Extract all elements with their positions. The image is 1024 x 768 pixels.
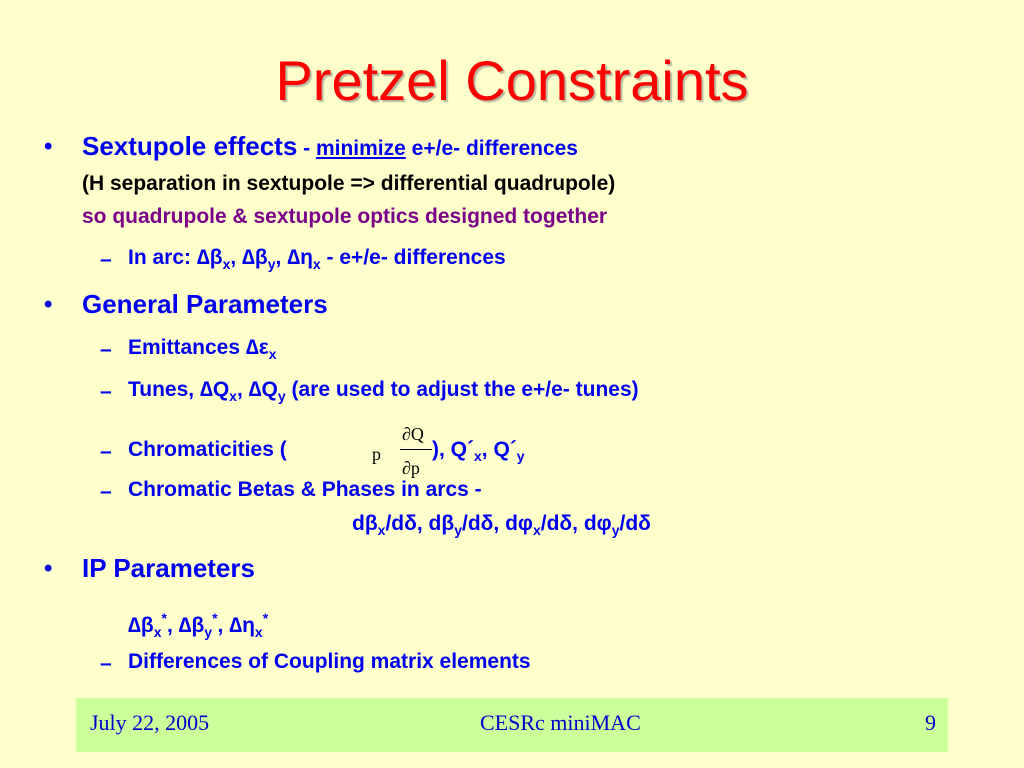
eta-symbol: η — [300, 246, 313, 269]
subscript-x: x — [268, 346, 277, 362]
chrom-q-text-2: , Q´ — [481, 438, 517, 461]
q-symbol: Q — [261, 378, 278, 401]
bullet: • — [44, 133, 53, 160]
heading-label: Sextupole effects — [82, 131, 298, 161]
delta-small-symbol: δ — [480, 512, 494, 535]
delta-small-symbol: δ — [404, 512, 417, 535]
section-ip-heading: IP Parameters — [82, 553, 255, 583]
subscript-x: x — [474, 448, 482, 464]
tunes-item — [128, 378, 639, 404]
footer-page-number: 9 — [925, 710, 936, 735]
d-symbol: d — [428, 512, 442, 535]
dash: – — [100, 338, 112, 361]
heading-rest: e+/e- differences — [405, 137, 578, 160]
beta-symbol: β — [209, 246, 223, 269]
delta-symbol: ∆ — [178, 614, 192, 637]
coupling-item: Differences of Coupling matrix elements — [128, 650, 531, 673]
beta-symbol: β — [140, 614, 154, 637]
delta-symbol: ∆ — [287, 246, 301, 269]
comma: , — [275, 246, 282, 269]
phi-symbol: φ — [517, 512, 533, 535]
comma: , — [493, 512, 506, 535]
eta-symbol: η — [242, 614, 255, 637]
chrom-q-text: ), Q´ — [432, 438, 474, 461]
comma: , — [217, 614, 230, 637]
chromaticities-label: Chromaticities ( — [128, 438, 287, 461]
subscript-y: y — [277, 388, 286, 404]
in-arc-label: In arc — [128, 246, 185, 269]
slash-d: /d — [462, 512, 481, 535]
delta-small-symbol: δ — [638, 512, 651, 535]
subscript-x: x — [229, 388, 237, 404]
beta-symbol: β — [254, 246, 268, 269]
section-general-heading: General Parameters — [82, 289, 328, 319]
subscript-y: y — [454, 522, 462, 538]
dash: – — [100, 248, 112, 271]
minimize-link-text: minimize — [315, 137, 406, 160]
in-arc-item — [128, 246, 506, 272]
dash: – — [100, 380, 112, 403]
superscript-star: * — [262, 610, 269, 626]
bullet: • — [44, 291, 53, 318]
superscript-star: * — [161, 610, 167, 626]
superscript-star: * — [212, 610, 218, 626]
beta-symbol: β — [441, 512, 455, 535]
delta-symbol: ∆ — [242, 246, 255, 269]
footer-bar — [76, 698, 948, 752]
bullet: • — [44, 555, 53, 582]
subscript-y: y — [516, 448, 525, 464]
beta-symbol: β — [191, 614, 205, 637]
epsilon-symbol: ε — [258, 336, 269, 359]
chromaticities-rest — [432, 438, 525, 464]
fraction-prefix: p — [372, 444, 381, 464]
phi-symbol: φ — [596, 512, 612, 535]
delta-symbol: ∆ — [245, 336, 259, 359]
footer-event: CESRc miniMAC — [480, 710, 641, 735]
subscript-y: y — [204, 624, 213, 640]
emittances-item — [128, 336, 277, 362]
delta-symbol: ∆ — [248, 378, 262, 401]
slash-d: /d — [385, 512, 405, 535]
subscript-x: x — [312, 256, 321, 272]
comma: , — [236, 378, 243, 401]
dash: – — [100, 652, 112, 675]
ip-deltas-item — [128, 610, 268, 640]
subscript-x: x — [377, 522, 386, 538]
footer-date: July 22, 2005 — [90, 710, 210, 735]
delta-symbol: ∆ — [199, 378, 213, 401]
subscript-y: y — [267, 256, 276, 272]
d-symbol: d — [505, 512, 518, 535]
tunes-label: Tunes, — [128, 378, 200, 401]
comma: , — [572, 512, 584, 535]
slash-d: /d — [619, 512, 639, 535]
delta-symbol: ∆ — [229, 614, 243, 637]
subscript-x: x — [532, 522, 541, 538]
d-symbol: d — [352, 512, 365, 535]
chromatic-betas-label: Chromatic Betas & Phases in arcs - — [128, 478, 482, 501]
beta-symbol: β — [364, 512, 378, 535]
comma: , — [166, 614, 179, 637]
separator: - — [297, 137, 316, 160]
sextupole-note: (H separation in sextupole => differential quadrupole) — [82, 172, 616, 195]
comma: , — [416, 512, 429, 535]
slash-d: /d — [540, 512, 560, 535]
sextupole-design-note: so quadrupole & sextupole optics designed together — [82, 205, 608, 228]
comma: , — [230, 246, 237, 269]
dash: – — [100, 440, 112, 463]
subscript-x: x — [222, 256, 231, 272]
subscript-y: y — [611, 522, 620, 538]
fraction-denominator: ∂p — [402, 458, 420, 478]
subscript-x: x — [153, 624, 162, 640]
section-sextupole-heading — [82, 131, 578, 162]
in-arc-suffix: - e+/e- differences — [326, 246, 506, 269]
colon: : — [184, 246, 192, 269]
fraction-numerator: ∂Q — [402, 424, 424, 444]
delta-small-symbol: δ — [559, 512, 573, 535]
fraction-bar — [400, 449, 432, 450]
q-symbol: Q — [212, 378, 230, 401]
dash: – — [100, 480, 112, 503]
slide-title: Pretzel Constraints — [275, 49, 749, 112]
tunes-note: (are used to adjust the e+/e- tunes) — [285, 378, 639, 401]
delta-symbol: ∆ — [128, 614, 141, 637]
d-symbol: d — [583, 512, 597, 535]
chromatic-derivatives — [352, 512, 651, 538]
emittances-label: Emittances — [128, 336, 246, 359]
delta-symbol: ∆ — [196, 246, 210, 269]
subscript-x: x — [254, 624, 263, 640]
